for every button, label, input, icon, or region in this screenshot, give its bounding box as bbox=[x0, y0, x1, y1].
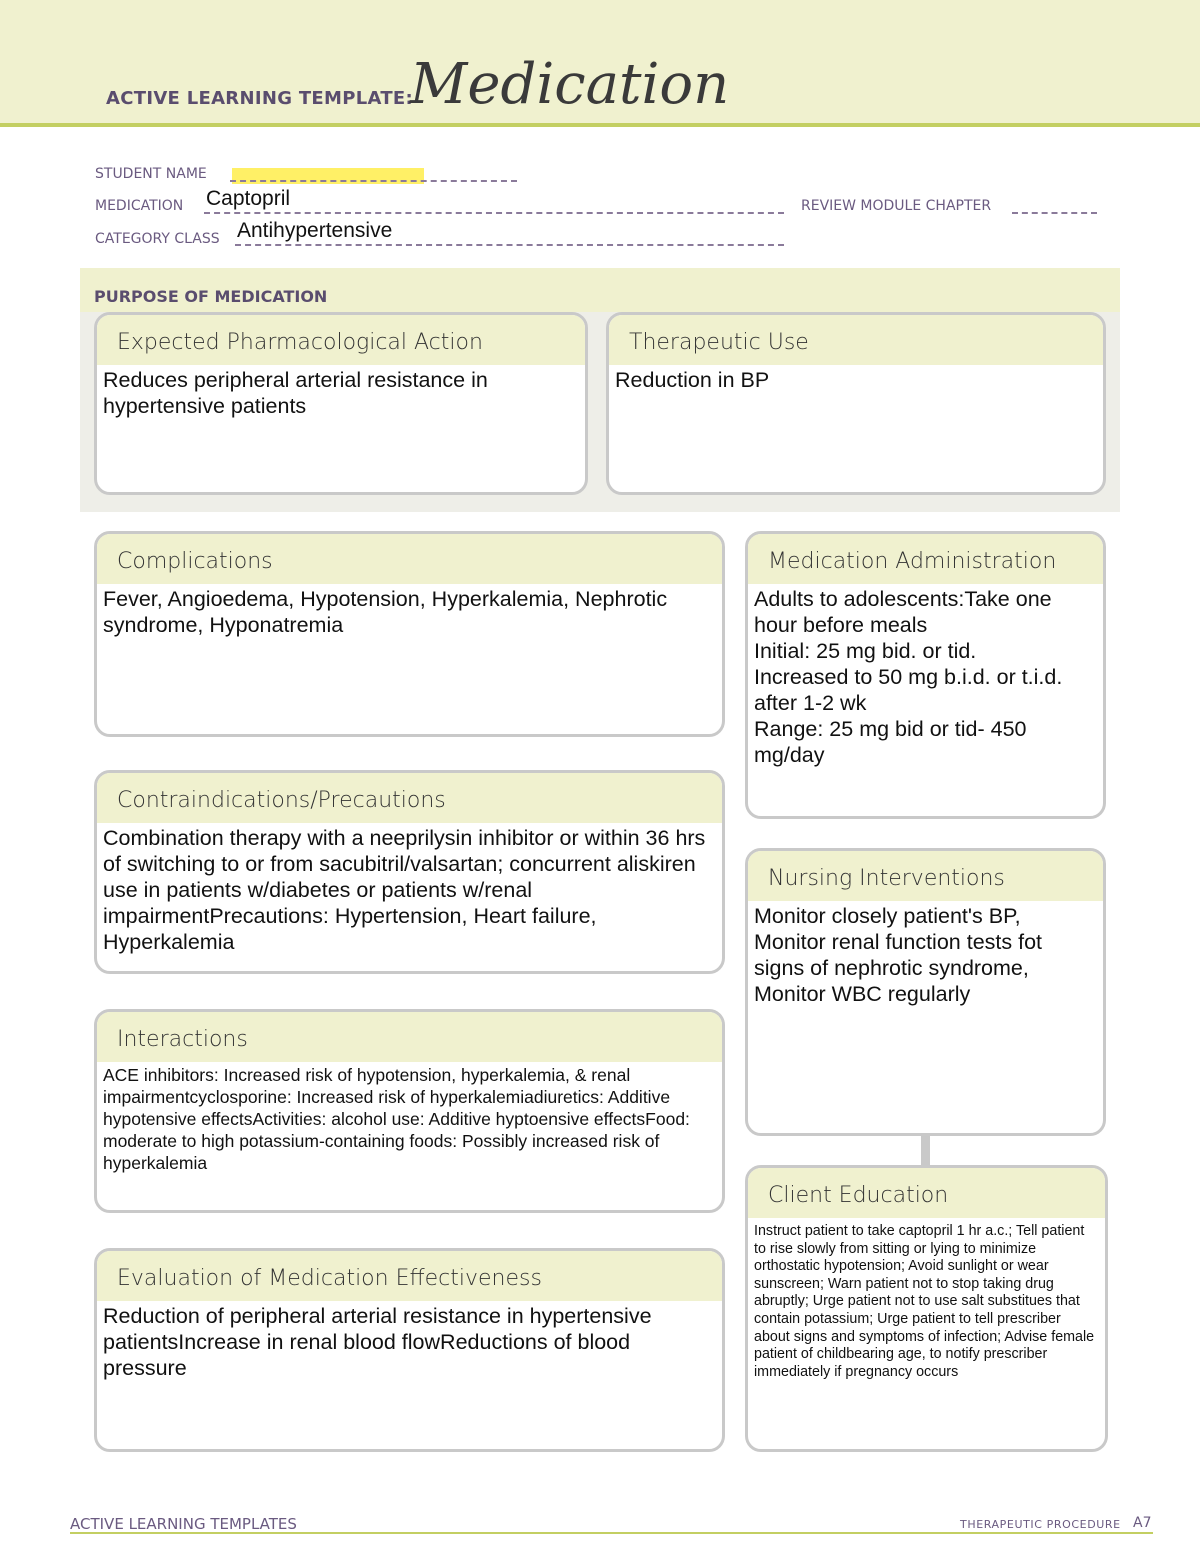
medication-label: MEDICATION bbox=[95, 198, 184, 214]
expected-action-box bbox=[94, 312, 588, 495]
review-module-field[interactable] bbox=[1012, 212, 1097, 214]
nursing-box bbox=[745, 848, 1106, 1136]
medication-value[interactable]: Captopril bbox=[206, 187, 291, 210]
complications-box bbox=[94, 531, 725, 737]
box-title: Therapeutic Use bbox=[609, 315, 1103, 365]
header-band bbox=[0, 0, 1200, 127]
box-title: Complications bbox=[97, 534, 722, 584]
box-title: Contraindications/Precautions bbox=[97, 773, 722, 823]
box-text[interactable]: Monitor closely patient's BP, Monitor renal function tests fot signs of nephrotic syndrome, Monitor WBC regularly bbox=[754, 904, 1043, 1006]
box-title: Nursing Interventions bbox=[748, 851, 1103, 901]
footer-right: THERAPEUTIC PROCEDURE bbox=[960, 1518, 1121, 1531]
interactions-box bbox=[94, 1009, 725, 1213]
box-text[interactable]: Instruct patient to take captopril 1 hr a.c.; Tell patient to rise slowly from sitting or lying to minimize orthostatic hypotension; Avoid sunlight or wear sunscreen; Warn patient not to stop taking drug abruptly; Urge patient not to use salt substitues that contain potassium; Urge patient to tell prescriber about signs and symptoms of infection; Advise female patient of childbearing age, to notify prescriber immediately if pregnancy occurs bbox=[754, 1223, 1095, 1380]
purpose-title: PURPOSE OF MEDICATION bbox=[94, 287, 328, 306]
footer-rule bbox=[70, 1532, 1153, 1534]
client-education-box bbox=[745, 1165, 1108, 1452]
student-name-field[interactable] bbox=[230, 180, 517, 182]
box-text[interactable]: Fever, Angioedema, Hypotension, Hyperkalemia, Nephrotic syndrome, Hyponatremia bbox=[103, 587, 668, 637]
template-label: ACTIVE LEARNING TEMPLATE: bbox=[106, 88, 413, 109]
therapeutic-use-box bbox=[606, 312, 1106, 495]
connector bbox=[921, 1134, 930, 1167]
box-title: Expected Pharmacological Action bbox=[97, 315, 585, 365]
page-title: Medication bbox=[410, 52, 730, 117]
box-title: Client Education bbox=[748, 1168, 1105, 1218]
box-title: Medication Administration bbox=[748, 534, 1103, 584]
category-label: CATEGORY CLASS bbox=[95, 231, 220, 247]
box-text[interactable]: Adults to adolescents:Take one hour before meals Initial: 25 mg bid. or tid. Increased to 50 mg b.i.d. or t.i.d. after 1-2 wk Range: 25 mg bid or tid- 450 mg/day bbox=[754, 587, 1063, 767]
category-value[interactable]: Antihypertensive bbox=[237, 219, 393, 242]
review-module-label: REVIEW MODULE CHAPTER bbox=[801, 198, 992, 214]
administration-box bbox=[745, 531, 1106, 819]
box-title: Interactions bbox=[97, 1012, 722, 1062]
box-title: Evaluation of Medication Effectiveness bbox=[97, 1251, 722, 1301]
contraindications-box bbox=[94, 770, 725, 974]
box-text[interactable]: Reduction of peripheral arterial resistance in hypertensive patientsIncrease in renal blood flowReductions of blood pressure bbox=[103, 1304, 652, 1380]
medication-field[interactable] bbox=[204, 212, 784, 214]
box-text[interactable]: Reduction in BP bbox=[615, 368, 770, 392]
page-number: A7 bbox=[1133, 1515, 1152, 1531]
student-name-label: STUDENT NAME bbox=[95, 166, 207, 182]
box-text[interactable]: Combination therapy with a neeprilysin inhibitor or within 36 hrs of switching to or from sacubitril/valsartan; concurrent aliskiren use in patients w/diabetes or patients w/renal impairmentPrecautions: Hypertension, Heart failure, Hyperkalemia bbox=[103, 826, 706, 954]
evaluation-box bbox=[94, 1248, 725, 1452]
category-field[interactable] bbox=[235, 244, 784, 246]
box-text[interactable]: ACE inhibitors: Increased risk of hypotension, hyperkalemia, & renal impairmentcyclosporine: Increased risk of hyperkalemiadiuretics: Additive hypotensive effectsActivities: alcohol use: Additive hyptoensive effectsFood: moderate to high potassium-containing foods: Possibly increased risk of hyperkalemia bbox=[103, 1065, 690, 1173]
footer-left: ACTIVE LEARNING TEMPLATES bbox=[70, 1515, 297, 1533]
box-text[interactable]: Reduces peripheral arterial resistance in hypertensive patients bbox=[103, 368, 488, 418]
